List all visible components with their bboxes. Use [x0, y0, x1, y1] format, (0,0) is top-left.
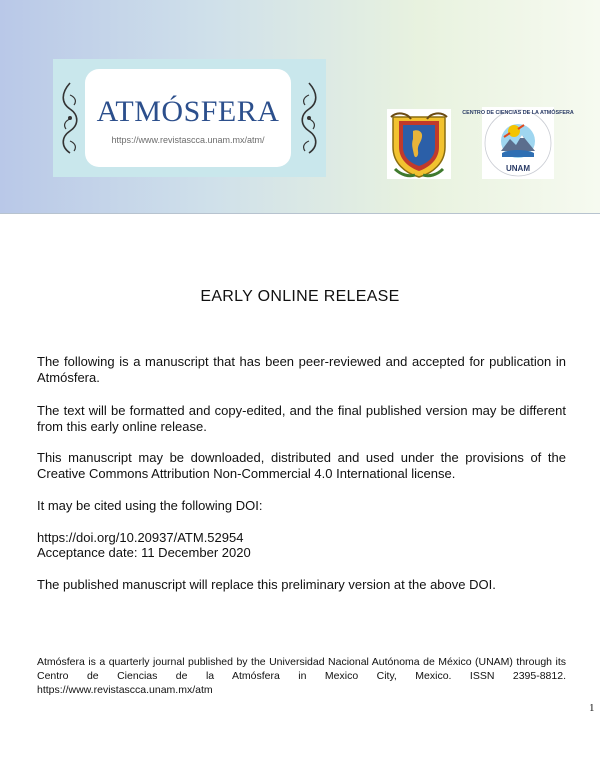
cite-intro: It may be cited using the following DOI: [37, 498, 263, 513]
ccatm-logo-text: CENTRO DE CIENCIAS DE LA ATMÓSFERA [462, 110, 574, 116]
license-paragraph: This manuscript may be downloaded, distributed and used under the provisions of the Creative Commons Attribution Non-Commercial 4.0 International license. [37, 450, 566, 481]
ornament-left-icon [57, 79, 83, 157]
journal-title-box [85, 69, 291, 167]
journal-name: ATMÓSFERA [96, 95, 280, 128]
journal-logo [53, 59, 326, 177]
journal-url: https://www.revistascca.unam.mx/atm/ [111, 135, 265, 145]
unam-crest-icon [387, 109, 451, 179]
doi-link[interactable]: https://doi.org/10.20937/ATM.52954 [37, 530, 244, 545]
ccatm-logo-label: UNAM [506, 164, 530, 173]
page-number: 1 [589, 702, 595, 714]
header-band [0, 0, 600, 214]
ccatm-logo-icon [462, 107, 574, 179]
replace-paragraph: The published manuscript will replace this preliminary version at the above DOI. [37, 577, 496, 592]
page-title: EARLY ONLINE RELEASE [200, 288, 400, 305]
intro-paragraph: The following is a manuscript that has been peer-reviewed and accepted for publication in Atmósfera. [37, 354, 566, 385]
footer-note: Atmósfera is a quarterly journal published by the Universidad Nacional Autónoma de México (UNAM) through its Centro de Ciencias de la Atmósfera in Mexico City, Mexico. ISSN 2395-8812. https://www.revistascca.unam.mx/atm [37, 656, 566, 696]
acceptance-date: Acceptance date: 11 December 2020 [37, 545, 251, 560]
ornament-right-icon [296, 79, 322, 157]
formatting-paragraph: The text will be formatted and copy-edited, and the final published version may be different from this early online release. [37, 403, 566, 434]
